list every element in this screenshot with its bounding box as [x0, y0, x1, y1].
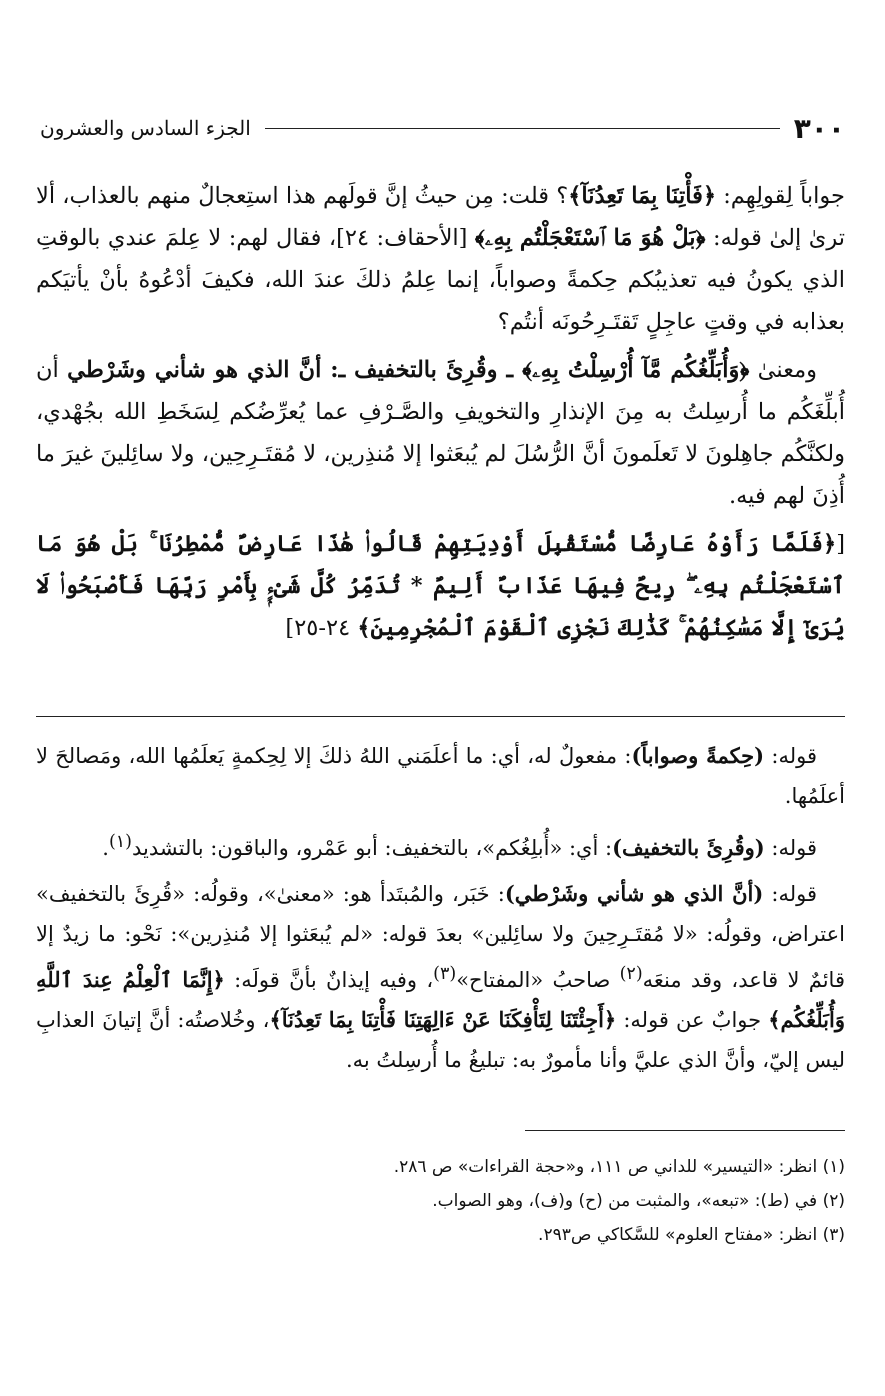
commentary-paragraph-3 — [36, 874, 845, 1080]
text: ، وفيه إيذانٌ بأنَّ قولَه: — [224, 968, 434, 992]
quran-quote: ﴿إِنَّمَا ٱلْعِلْمُ عِندَ ٱللَّهِ وَأُبَلِّغُكُم﴾ — [36, 967, 845, 1032]
text: جواباً لِقولِهِم: — [716, 183, 845, 209]
text: أن أُبلِّغَكُم ما أُرسِلتُ به مِنَ الإنذارِ والتخويفِ والصَّـرْفِ عما يُعرِّضُكم لِسَخَطِ الله بجُهْدي، ولكنَّكُم جاهِلونَ لا تَعلَمونَ أنَّ الرُّسُلَ لم يُبعَثوا إلا مُنذِرين، لا مُقتَـرِحِين، ولا سائِلينَ غيرَ ما أُذِنَ لهم فيه. — [36, 357, 845, 509]
quran-verse: ﴿فَلَمَّا رَأَوْهُ عَارِضًا مُّسْتَقْبِلَ أَوْدِيَتِهِمْ قَالُوا۟ هَٰذَا عَارِضٌ مُّمْطِرُنَا ۚ بَلْ هُوَ مَا ٱسْتَعْجَلْتُم بِهِۦ ۖ رِيحٌ فِيهَا عَذَابٌ أَلِيمٌ * تُدَمِّرُ كُلَّ شَىْءٍۭ بِأَمْرِ رَبِّهَا فَأَصْبَحُوا۟ لَا يُرَىٰٓ إِلَّا مَسَٰكِنُهُمْ ۚ كَذَٰلِكَ نَجْزِى ٱلْقَوْمَ ٱلْمُجْرِمِينَ﴾ — [36, 531, 845, 641]
footnote-1: (١) انظر: «التيسير» للداني ص ١١١، و«حجة القراءات» ص ٢٨٦. — [393, 1157, 845, 1177]
running-title: الجزء السادس والعشرون — [40, 116, 251, 140]
text: : مفعولٌ له، أي: ما أعلَمَني اللهُ ذلكَ إلا لِحِكمةٍ يَعلَمُها الله، ومَصالحَ لا أعلَمُها. — [36, 744, 845, 808]
bold-lemma: (أنَّ الذي هو شأني وشَرْطي) — [504, 881, 764, 906]
quran-quote: ﴿فَأْتِنَا بِمَا تَعِدُنَآ﴾ — [568, 183, 717, 209]
text: قوله: — [764, 836, 817, 860]
page-header — [40, 108, 845, 148]
footnote-2: (٢) في (ط): «تبعه»، والمثبت من (ح) و(ف)، وهو الصواب. — [432, 1191, 845, 1211]
text: . — [102, 836, 109, 860]
header-rule — [265, 128, 780, 129]
main-paragraph-1 — [36, 175, 845, 343]
bracket: [ — [836, 531, 845, 557]
bold-text: ـ وقُرِئَ بالتخفيف ـ: أنَّ الذي هو شأني وشَرْطي — [67, 357, 523, 383]
quran-quote: ﴿بَلْ هُوَ مَا ٱسْتَعْجَلْتُم بِهِۦ﴾ — [474, 225, 706, 251]
main-text — [36, 175, 845, 655]
text: [الأحقاف: ٢٤]، فقال لهم: لا عِلمَ عندي بالوقتِ الذي يكونُ فيه تعذيبُكم حِكمةً وصواباً، إنما عِلمُ ذلكَ عندَ الله، فكيفَ أدْعُوهُ بأنْ يأتيَكم بعذابه في وقتٍ عاجِلٍ تَقتَـرِحُونَه أنتُم؟ — [36, 225, 845, 335]
footnotes — [36, 1150, 845, 1252]
bold-lemma: (حِكمةً وصواباً) — [631, 743, 765, 768]
text: قوله: — [764, 744, 818, 768]
text: : خَبَر، والمُبتَدأ هو: «معنىٰ»، وقولُه: «قُرِئَ بالتخفيف» اعتراض، وقولُه: «لا مُقتَـرِحِينَ ولا سائِلين» بعدَ قوله: «لم يُبعَثوا إلا مُنذِرين»: نَحْو: ما زيدٌ إلا قائمٌ لا قاعد، وقد منعَه — [36, 882, 845, 992]
footnote-ref[interactable]: (٢) — [619, 964, 643, 984]
footnote-ref[interactable]: (١) — [108, 832, 132, 852]
bold-lemma: (وقُرِئَ بالتخفيف) — [612, 835, 765, 860]
commentary-paragraph-2 — [36, 822, 845, 868]
verse-reference: ٢٤-٢٥] — [285, 615, 358, 641]
text: ، وخُلاصتُه: أنَّ إتيانَ العذابِ ليس إليّ، وأنَّ الذي عليَّ وأنا مأمورٌ به: تبليغُ ما أُرسِلتُ به. — [36, 1008, 845, 1072]
verse-block — [36, 523, 845, 649]
text: ؟ قلت: مِن حيثُ إنَّ قولَهم هذا استِعجالٌ منهم بالعذاب، ألا ترىٰ إلىٰ قوله: — [36, 183, 845, 251]
page-number: ٣٠٠ — [793, 111, 845, 145]
text: قوله: — [763, 882, 818, 906]
quran-quote: ﴿وَأُبَلِّغُكُم مَّآ أُرْسِلْتُ بِهِۦ﴾ — [522, 357, 750, 383]
text: صاحبُ «المفتاح» — [456, 968, 620, 992]
quran-quote: ﴿أَجِئْتَنَا لِتَأْفِكَنَا عَنْ ءَالِهَتِنَا فَأْتِنَا بِمَا تَعِدُنَآ﴾ — [269, 1007, 617, 1032]
footnote-rule — [525, 1130, 845, 1131]
text: ومعنىٰ — [749, 357, 817, 383]
text: جوابٌ عن قوله: — [616, 1008, 769, 1032]
commentary — [36, 736, 845, 1086]
commentary-paragraph-1 — [36, 736, 845, 816]
main-paragraph-2 — [36, 349, 845, 517]
footnote-ref[interactable]: (٣) — [433, 964, 457, 984]
text: : أي: «أُبلِغُكم»، بالتخفيف: أبو عَمْرو، والباقون: بالتشديد — [132, 836, 613, 860]
footnote-3: (٣) انظر: «مفتاح العلوم» للسَّكاكي ص٢٩٣. — [538, 1225, 845, 1245]
section-divider — [36, 716, 845, 717]
